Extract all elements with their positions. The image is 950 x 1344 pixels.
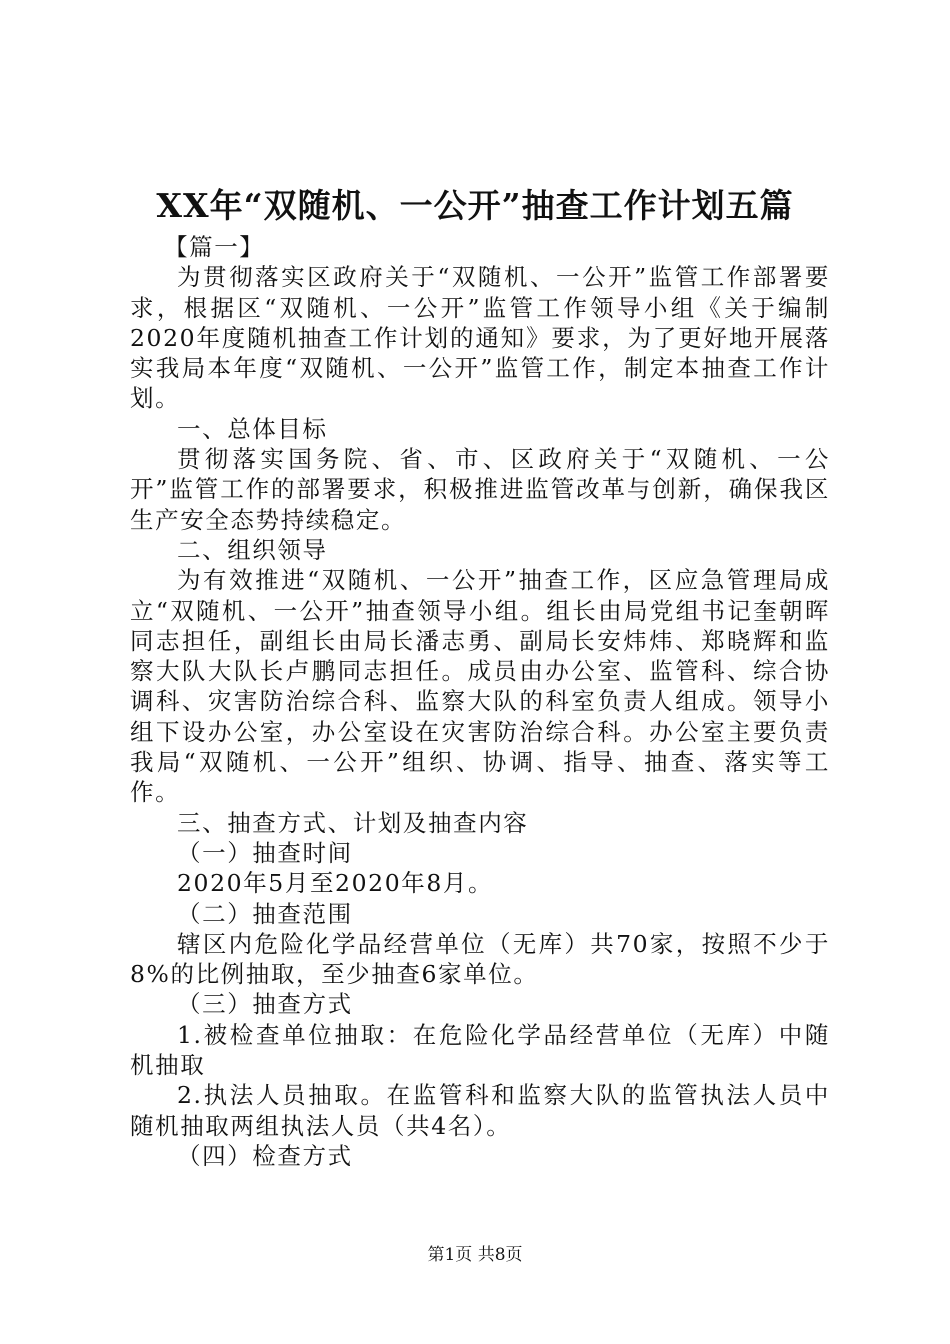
paragraph-organization: 为有效推进“双随机、一公开”抽查工作，区应急管理局成立“双随机、一公开”抽查领导小组。组长由局党组书记奎朝晖同志担任，副组长由局长潘志勇、副局长安炜炜、郑晓辉和监察大队大队长卢鹏同志担任。成员由办公室、监管科、综合协调科、灾害防治综合科、监察大队的科室负责人组成。领导小组下设办公室，办公室设在灾害防治综合科。办公室主要负责我局“双随机、一公开”组织、协调、指导、抽查、落实等工作。 xyxy=(130,566,830,807)
paragraph-inspection-scope: 辖区内危险化学品经营单位（无库）共70家，按照不少于8%的比例抽取，至少抽查6家单位。 xyxy=(130,929,830,989)
heading-organization: 二、组织领导 xyxy=(177,535,328,564)
subheading-check-method: （四）检查方式 xyxy=(177,1141,353,1170)
subheading-inspection-approach: （三）抽查方式 xyxy=(177,990,353,1019)
document-body xyxy=(130,232,830,1171)
paragraph-staff-selection: 2.执法人员抽取。在监管科和监察大队的监管执法人员中随机抽取两组执法人员（共4名）。 xyxy=(130,1081,830,1140)
section-marker: 【篇一】 xyxy=(164,233,265,261)
paragraph-inspection-time: 2020年5月至2020年8月。 xyxy=(177,869,494,898)
heading-inspection-method: 三、抽查方式、计划及抽查内容 xyxy=(177,808,529,837)
document-title: XX年“双随机、一公开”抽查工作计划五篇 xyxy=(156,186,794,225)
page-footer: 第1页 共8页 xyxy=(427,1245,523,1265)
heading-overall-goal: 一、总体目标 xyxy=(177,414,328,443)
subheading-inspection-time: （一）抽查时间 xyxy=(177,838,353,867)
subheading-inspection-scope: （二）抽查范围 xyxy=(177,899,353,928)
paragraph-overall-goal: 贯彻落实国务院、省、市、区政府关于“双随机、一公开”监管工作的部署要求，积极推进监管改革与创新，确保我区生产安全态势持续稳定。 xyxy=(130,445,830,534)
paragraph-intro: 为贯彻落实区政府关于“双随机、一公开”监管工作部署要求，根据区“双随机、一公开”监管工作领导小组《关于编制2020年度随机抽查工作计划的通知》要求，为了更好地开展落实我局本年度“双随机、一公开”监管工作，制定本抽查工作计划。 xyxy=(130,263,830,413)
paragraph-unit-selection: 1.被检查单位抽取：在危险化学品经营单位（无库）中随机抽取 xyxy=(130,1020,830,1080)
